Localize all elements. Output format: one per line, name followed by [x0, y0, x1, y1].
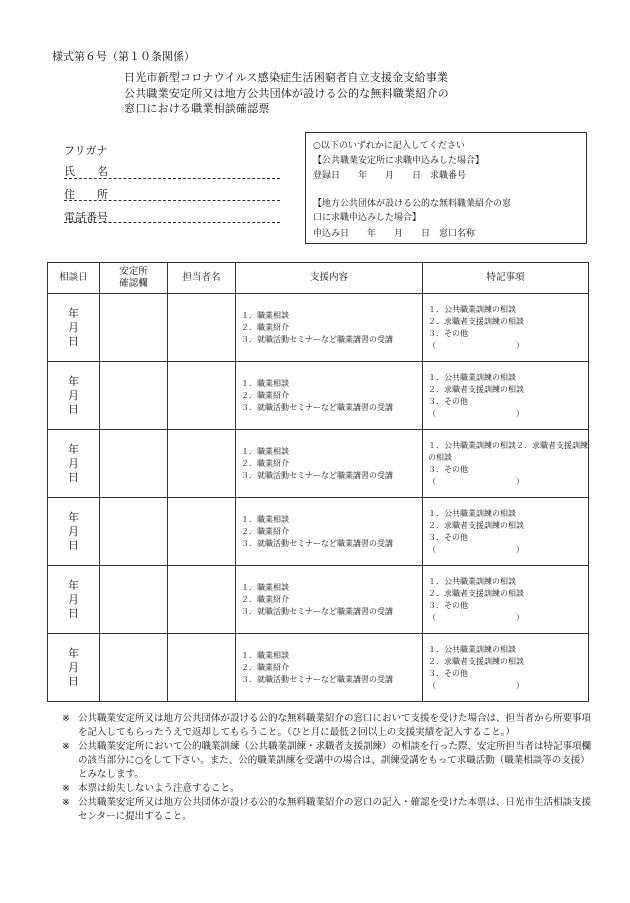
notes-item-2: ２．求職者支援訓練の相談 — [428, 384, 524, 394]
confirm-cell[interactable] — [100, 430, 168, 498]
notes-item-1: １．公共職業訓練の相談 — [428, 508, 516, 518]
hw-fields[interactable]: 登録日 年 月 日 求職番号 — [313, 171, 467, 181]
notes-cell[interactable] — [423, 634, 589, 702]
notes-item-1: １．公共職業訓練の相談 — [428, 576, 516, 586]
day-label: 日 — [68, 606, 79, 620]
support-item-3: ３．就職活動セミナーなど職業講習の受講 — [241, 674, 393, 684]
footnote-text: 本票は紛失しないよう注意すること。 — [78, 783, 240, 794]
support-cell[interactable] — [236, 294, 423, 362]
notes-other-blank: （ ） — [428, 408, 524, 418]
support-item-2: ２．職業紹介 — [241, 526, 289, 536]
support-cell[interactable] — [236, 362, 423, 430]
support-item-2: ２．職業紹介 — [241, 322, 289, 332]
notes-other-blank: （ ） — [428, 544, 524, 554]
header-staff: 担当者名 — [168, 263, 236, 294]
support-item-1: １．職業相談 — [241, 310, 289, 320]
support-item-3: ３．就職活動セミナーなど職業講習の受講 — [241, 402, 393, 412]
registration-instruction: ○以下のいずれかに記入してください — [313, 141, 465, 151]
confirm-cell[interactable] — [100, 566, 168, 634]
day-label: 日 — [68, 538, 79, 552]
local-heading-1: 【地方公共団体が設ける公的な無料職業紹介の窓 — [313, 199, 512, 209]
date-cell[interactable] — [48, 566, 100, 634]
registration-box — [305, 132, 587, 244]
support-item-2: ２．職業紹介 — [241, 458, 289, 468]
support-item-1: １．職業相談 — [241, 650, 289, 660]
day-label: 日 — [68, 334, 79, 348]
name-label: 氏 名 — [64, 165, 108, 178]
confirm-cell[interactable] — [100, 362, 168, 430]
note-mark: ※ — [62, 741, 70, 752]
footnote-4 — [62, 796, 592, 824]
month-label: 月 — [68, 592, 79, 606]
year-label: 年 — [68, 510, 79, 524]
address-label: 住 所 — [64, 188, 108, 201]
notes-cell[interactable] — [423, 362, 589, 430]
hw-heading: 【公共職業安定所に求職申込みした場合】 — [313, 156, 485, 166]
support-item-3: ３．就職活動セミナーなど職業講習の受講 — [241, 470, 393, 480]
support-cell[interactable] — [236, 498, 423, 566]
notes-item-3: ３．その他 — [428, 396, 468, 406]
header-confirm — [100, 263, 168, 294]
staff-cell[interactable] — [168, 362, 236, 430]
notes-item-3: ３．その他 — [428, 532, 468, 542]
year-label: 年 — [68, 578, 79, 592]
support-item-2: ２．職業紹介 — [241, 390, 289, 400]
local-fields[interactable]: 申込み日 年 月 日 窓口名称 — [313, 229, 476, 239]
staff-cell[interactable] — [168, 294, 236, 362]
form-title — [124, 70, 449, 117]
note-mark: ※ — [62, 713, 70, 724]
staff-cell[interactable] — [168, 430, 236, 498]
notes-item-1: １．公共職業訓練の相談 — [428, 372, 516, 382]
notes-other-blank: （ ） — [428, 680, 524, 690]
consultation-table — [47, 262, 589, 702]
year-label: 年 — [68, 646, 79, 660]
furigana-label: フリガナ — [64, 144, 108, 157]
support-item-3: ３．就職活動セミナーなど職業講習の受講 — [241, 538, 393, 548]
notes-item-2: ２．求職者支援訓練の相談 — [428, 316, 524, 326]
form-number: 様式第６号（第１０条関係） — [52, 50, 195, 63]
date-cell[interactable] — [48, 294, 100, 362]
header-confirm-line-1: 安定所 — [119, 266, 148, 277]
staff-cell[interactable] — [168, 634, 236, 702]
support-cell[interactable] — [236, 566, 423, 634]
header-notes: 特記事項 — [423, 263, 589, 294]
notes-other-blank: （ ） — [428, 476, 524, 486]
notes-item-1-2: １．公共職業訓練の相談２．求職者支援訓練の相談 — [428, 440, 588, 462]
day-label: 日 — [68, 402, 79, 416]
support-item-1: １．職業相談 — [241, 582, 289, 592]
month-label: 月 — [68, 320, 79, 334]
staff-cell[interactable] — [168, 498, 236, 566]
date-cell[interactable] — [48, 362, 100, 430]
notes-item-3: ３．その他 — [428, 600, 468, 610]
day-label: 日 — [68, 470, 79, 484]
confirm-cell[interactable] — [100, 498, 168, 566]
title-line-2: 公共職業安定所又は地方公共団体が設ける公的な無料職業紹介の — [124, 86, 449, 100]
footnote-text: 公共職業安定所において公的職業訓練（公共職業訓練・求職者支援訓練）の相談を行った際、安定所担当者は特記事項欄の該当部分に○をして下さい。また、公的職業訓練を受講中の場合は、訓練受講をもって求職活動（職業相談等の支援）とみなします。 — [78, 741, 592, 780]
table-header-row — [48, 263, 589, 294]
year-label: 年 — [68, 374, 79, 388]
header-date: 相談日 — [48, 263, 100, 294]
footnote-2 — [62, 740, 592, 782]
table-row — [48, 566, 589, 634]
month-label: 月 — [68, 524, 79, 538]
notes-item-3: ３．その他 — [428, 668, 468, 678]
day-label: 日 — [68, 674, 79, 688]
month-label: 月 — [68, 456, 79, 470]
notes-other-blank: （ ） — [428, 340, 524, 350]
notes-item-3: ３．その他 — [428, 464, 468, 474]
title-line-1: 日光市新型コロナウイルス感染症生活困窮者自立支援金支給事業 — [124, 71, 449, 84]
support-cell[interactable] — [236, 430, 423, 498]
date-cell[interactable] — [48, 634, 100, 702]
support-item-1: １．職業相談 — [241, 446, 289, 456]
note-mark: ※ — [62, 783, 70, 794]
support-cell[interactable] — [236, 634, 423, 702]
year-label: 年 — [68, 442, 79, 456]
date-cell[interactable] — [48, 430, 100, 498]
notes-item-2: ２．求職者支援訓練の相談 — [428, 588, 524, 598]
local-heading-2: 口に求職申込みした場合】 — [313, 213, 422, 223]
notes-other-blank: （ ） — [428, 612, 524, 622]
notes-item-2: ２．求職者支援訓練の相談 — [428, 520, 524, 530]
header-confirm-line-2: 確認欄 — [119, 278, 148, 289]
address-field[interactable] — [64, 200, 280, 201]
footnote-3 — [62, 782, 592, 796]
support-item-3: ３．就職活動セミナーなど職業講習の受講 — [241, 334, 393, 344]
title-line-3: 窓口における職業相談確認票 — [124, 102, 270, 115]
note-mark: ※ — [62, 797, 70, 808]
name-field[interactable] — [64, 178, 280, 179]
table-row — [48, 362, 589, 430]
table-row — [48, 294, 589, 362]
notes-item-3: ３．その他 — [428, 328, 468, 338]
footnote-1 — [62, 712, 592, 740]
support-item-3: ３．就職活動セミナーなど職業講習の受講 — [241, 606, 393, 616]
support-item-1: １．職業相談 — [241, 378, 289, 388]
notes-item-2: ２．求職者支援訓練の相談 — [428, 656, 524, 666]
month-label: 月 — [68, 660, 79, 674]
phone-label: 電話番号 — [64, 211, 108, 224]
notes-cell[interactable] — [423, 566, 589, 634]
confirm-cell[interactable] — [100, 294, 168, 362]
support-item-1: １．職業相談 — [241, 514, 289, 524]
notes-cell[interactable] — [423, 498, 589, 566]
notes-item-1: １．公共職業訓練の相談 — [428, 304, 516, 314]
table-row — [48, 634, 589, 702]
notes-cell[interactable] — [423, 430, 589, 498]
notes-item-1: １．公共職業訓練の相談 — [428, 644, 516, 654]
date-cell[interactable] — [48, 498, 100, 566]
month-label: 月 — [68, 388, 79, 402]
footnote-text: 公共職業安定所又は地方公共団体が設ける公的な無料職業紹介の窓口において支援を受けた場合は、担当者から所要事項を記入してもらったうえで返却してもらうこと。（ひと月に最低２回以上の支援実績を記入すること。） — [78, 713, 592, 738]
footnote-text: 公共職業安定所又は地方公共団体が設ける公的な無料職業紹介の窓口の記入・確認を受けた本票は、日光市生活相談支援センターに提出すること。 — [78, 797, 592, 822]
staff-cell[interactable] — [168, 566, 236, 634]
support-item-2: ２．職業紹介 — [241, 662, 289, 672]
year-label: 年 — [68, 306, 79, 320]
table-row — [48, 498, 589, 566]
table-row — [48, 430, 589, 498]
phone-field[interactable] — [64, 222, 280, 223]
footnotes — [62, 712, 592, 824]
header-support: 支援内容 — [236, 263, 423, 294]
confirm-cell[interactable] — [100, 634, 168, 702]
notes-cell[interactable] — [423, 294, 589, 362]
support-item-2: ２．職業紹介 — [241, 594, 289, 604]
